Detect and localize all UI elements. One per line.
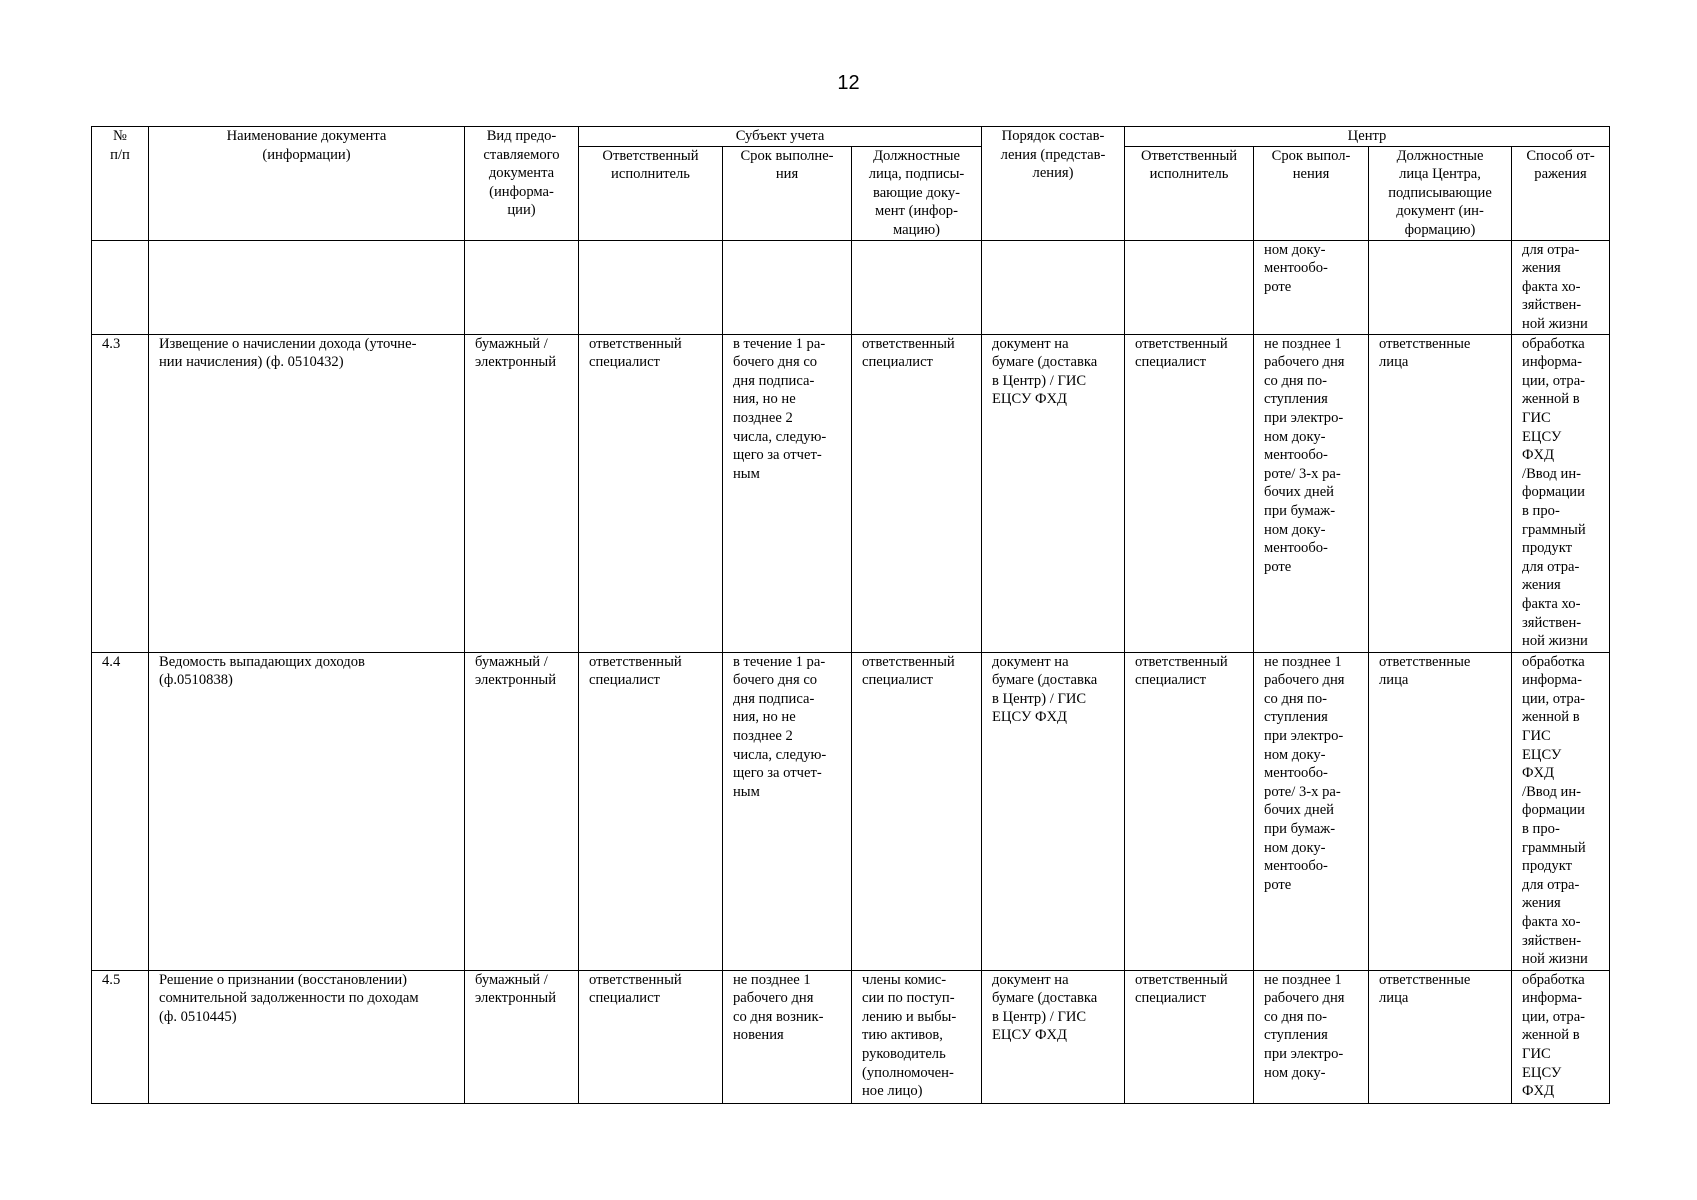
text-line: ответственный: [1135, 971, 1228, 988]
cell-type: [465, 334, 579, 652]
text-line: специалист: [589, 354, 660, 371]
text-line: щего за отчет-: [733, 765, 822, 782]
text-line: (информации): [262, 146, 351, 163]
cell-center-executor: [1125, 334, 1254, 652]
text-line: бочих дней: [1264, 484, 1334, 501]
cell-order: [982, 652, 1125, 970]
text-line: зяйствен-: [1522, 614, 1582, 631]
cell-order: [982, 334, 1125, 652]
cell-center-executor: [1125, 970, 1254, 1103]
text-line: ЕЦСУ ФХД: [992, 709, 1068, 726]
text-line: п/п: [110, 146, 130, 163]
text-line: при бумаж-: [1264, 502, 1336, 519]
text-line: ментообо-: [1264, 447, 1328, 464]
text-line: электронный: [475, 672, 557, 689]
text-line: не позднее 1: [1264, 653, 1342, 670]
text-line: граммный: [1522, 839, 1586, 856]
cell-subject-executor: [579, 970, 723, 1103]
text-line: роте/ 3-х ра-: [1264, 465, 1341, 482]
text-line: ЕЦСУ ФХД: [992, 391, 1068, 408]
text-line: исполнитель: [611, 166, 690, 183]
text-line: ментообо-: [1264, 765, 1328, 782]
text-line: обработка: [1522, 653, 1585, 670]
header-order: [982, 127, 1125, 241]
text-line: формации: [1522, 484, 1585, 501]
cell-subject-executor: [579, 334, 723, 652]
text-line: ответственный: [589, 653, 682, 670]
text-line: ГИС: [1522, 1045, 1551, 1062]
text-line: граммный: [1522, 521, 1586, 538]
text-line: лица Центра,: [1399, 166, 1481, 183]
text-line: в Центр) / ГИС: [992, 690, 1087, 707]
text-line: ции): [507, 202, 536, 219]
text-line: электронный: [475, 354, 557, 371]
text-line: ступления: [1264, 1027, 1328, 1044]
text-line: числа, следую-: [733, 428, 827, 445]
text-line: ответственные: [1379, 971, 1471, 988]
text-line: жения: [1522, 260, 1561, 277]
cell-subject-executor: [579, 652, 723, 970]
text-line: ном доку-: [1264, 1064, 1326, 1081]
text-line: ответственный: [589, 335, 682, 352]
text-line: ментообо-: [1264, 540, 1328, 557]
text-line: в Центр) / ГИС: [992, 372, 1087, 389]
text-line: ном доку-: [1264, 241, 1326, 258]
text-line: бумаге (доставка: [992, 990, 1098, 1007]
cell-num: 4.4: [92, 652, 149, 970]
text-line: в течение 1 ра-: [733, 653, 826, 670]
cell-type: [465, 970, 579, 1103]
text-line: щего за отчет-: [733, 447, 822, 464]
text-line: факта хо-: [1522, 595, 1581, 612]
text-line: документа: [488, 165, 555, 182]
cell-center-method: [1512, 334, 1610, 652]
header-subject-executor: [579, 146, 723, 240]
text-line: №: [113, 128, 127, 144]
text-line: ЕЦСУ ФХД: [992, 1027, 1068, 1044]
cell-num: 4.3: [92, 334, 149, 652]
text-line: жения: [1522, 895, 1561, 912]
text-line: ступления: [1264, 709, 1328, 726]
cell-center-method: [1512, 240, 1610, 334]
page-number: 12: [837, 72, 860, 94]
text-line: Срок выполне-: [740, 147, 834, 164]
text-line: позднее 2: [733, 727, 793, 744]
text-line: ГИС: [1522, 409, 1551, 426]
text-line: ответственный: [862, 653, 955, 670]
text-line: при электро-: [1264, 727, 1344, 744]
text-line: ном доку-: [1264, 428, 1326, 445]
text-line: не позднее 1: [1264, 335, 1342, 352]
text-line: Должностные: [873, 147, 960, 164]
text-line: Извещение о начислении дохода (уточне-: [159, 335, 417, 352]
text-line: ражения: [1534, 166, 1587, 183]
text-line: ления (представ-: [1000, 146, 1106, 163]
header-subject-signers: [852, 146, 982, 240]
table-row-continuation: [92, 240, 1610, 334]
text-line: женной в: [1522, 391, 1580, 408]
text-line: рабочего дня: [1264, 672, 1345, 689]
table-row: [92, 652, 1610, 970]
text-line: роте/ 3-х ра-: [1264, 783, 1341, 800]
text-line: жения: [1522, 577, 1561, 594]
text-line: бумажный /: [475, 335, 548, 352]
text-line: рабочего дня: [1264, 990, 1345, 1007]
cell-center-signers: [1369, 652, 1512, 970]
text-line: в Центр) / ГИС: [992, 1008, 1087, 1025]
cell-center-executor: [1125, 652, 1254, 970]
text-line: Порядок состав-: [1001, 128, 1105, 144]
text-line: вающие доку-: [873, 184, 961, 201]
text-line: ответственный: [589, 971, 682, 988]
cell-subject-signers: [852, 652, 982, 970]
text-line: обработка: [1522, 971, 1585, 988]
text-line: числа, следую-: [733, 746, 827, 763]
text-line: роте: [1264, 278, 1292, 295]
text-line: ЕЦСУ: [1522, 1064, 1562, 1081]
text-line: ным: [733, 465, 760, 482]
text-line: ной жизни: [1522, 951, 1588, 968]
cell-type: [465, 652, 579, 970]
text-line: в про-: [1522, 502, 1560, 519]
text-line: ния, но не: [733, 391, 796, 408]
text-line: электронный: [475, 990, 557, 1007]
text-line: мацию): [893, 221, 940, 238]
text-line: формации: [1522, 802, 1585, 819]
text-line: рабочего дня: [733, 990, 814, 1007]
text-line: Способ от-: [1526, 147, 1595, 164]
cell-subject-term: [723, 334, 852, 652]
text-line: обработка: [1522, 335, 1585, 352]
cell-center-method: [1512, 970, 1610, 1103]
cell-center-term: [1254, 240, 1369, 334]
text-line: зяйствен-: [1522, 297, 1582, 314]
text-line: (ф. 0510445): [159, 1008, 237, 1025]
text-line: ном доку-: [1264, 746, 1326, 763]
header-center-executor: [1125, 146, 1254, 240]
text-line: ции, отра-: [1522, 1008, 1586, 1025]
text-line: Должностные: [1396, 147, 1484, 164]
text-line: ления): [1032, 165, 1074, 182]
header-center-method: [1512, 146, 1610, 240]
cell-order: [982, 970, 1125, 1103]
text-line: дня подписа-: [733, 372, 815, 389]
text-line: ции, отра-: [1522, 690, 1586, 707]
text-line: документ на: [992, 653, 1069, 670]
header-type: [465, 127, 579, 241]
cell-center-method: [1512, 652, 1610, 970]
text-line: подписывающие: [1388, 184, 1492, 201]
text-line: сии по поступ-: [862, 990, 955, 1007]
text-line: дня подписа-: [733, 690, 815, 707]
text-line: бумажный /: [475, 971, 548, 988]
text-line: специалист: [1135, 354, 1206, 371]
text-line: бочего дня со: [733, 672, 818, 689]
cell-subject-signers: [852, 334, 982, 652]
text-line: ным: [733, 783, 760, 800]
text-line: ния, но не: [733, 709, 796, 726]
text-line: ответственный: [1135, 653, 1228, 670]
text-line: бумаге (доставка: [992, 354, 1098, 371]
text-line: ФХД: [1522, 765, 1555, 782]
header-num: [92, 127, 149, 241]
text-line: роте: [1264, 558, 1292, 575]
cell-name: [149, 334, 465, 652]
text-line: факта хо-: [1522, 913, 1581, 930]
text-line: при бумаж-: [1264, 820, 1336, 837]
text-line: документ на: [992, 335, 1069, 352]
text-line: специалист: [862, 354, 933, 371]
text-line: продукт: [1522, 540, 1572, 557]
cell-name: [149, 652, 465, 970]
text-line: бумаге (доставка: [992, 672, 1098, 689]
text-line: специалист: [862, 672, 933, 689]
text-line: ментообо-: [1264, 858, 1328, 875]
text-line: для отра-: [1522, 876, 1580, 893]
cell-center-term: [1254, 970, 1369, 1103]
text-line: информа-: [1522, 354, 1582, 371]
text-line: продукт: [1522, 858, 1572, 875]
text-line: со дня по-: [1264, 690, 1328, 707]
text-line: тию активов,: [862, 1027, 943, 1044]
text-line: (ф.0510838): [159, 672, 233, 689]
text-line: роте: [1264, 876, 1292, 893]
text-line: (уполномочен-: [862, 1064, 954, 1081]
cell-num: 4.5: [92, 970, 149, 1103]
text-line: информа-: [1522, 990, 1582, 1007]
cell-subject-signers: [852, 970, 982, 1103]
table-row: [92, 970, 1610, 1103]
text-line: ответственные: [1379, 653, 1471, 670]
text-line: ФХД: [1522, 1083, 1555, 1100]
text-line: зяйствен-: [1522, 932, 1582, 949]
header-group-center: Центр: [1125, 127, 1610, 147]
header-name: [149, 127, 465, 241]
text-line: ментообо-: [1264, 260, 1328, 277]
text-line: лица, подписы-: [868, 166, 965, 183]
text-line: специалист: [1135, 672, 1206, 689]
document-table: [91, 126, 1610, 1104]
cell-subject-term: [723, 970, 852, 1103]
text-line: ния: [775, 166, 799, 183]
text-line: лица: [1379, 990, 1409, 1007]
text-line: Ответственный: [1140, 147, 1238, 164]
text-line: ответственные: [1379, 335, 1471, 352]
text-line: специалист: [1135, 990, 1206, 1007]
text-line: факта хо-: [1522, 278, 1581, 295]
text-line: не позднее 1: [733, 971, 811, 988]
text-line: со дня по-: [1264, 1008, 1328, 1025]
text-line: в течение 1 ра-: [733, 335, 826, 352]
cell-subject-term: [723, 652, 852, 970]
text-line: /Ввод ин-: [1522, 783, 1582, 800]
text-line: Срок выпол-: [1271, 147, 1351, 164]
header-group-subject: Субъект учета: [579, 127, 982, 147]
text-line: ступления: [1264, 391, 1328, 408]
text-line: ГИС: [1522, 727, 1551, 744]
cell-center-term: [1254, 652, 1369, 970]
text-line: документ на: [992, 971, 1069, 988]
text-line: нии начисления) (ф. 0510432): [159, 354, 344, 371]
text-line: не позднее 1: [1264, 971, 1342, 988]
text-line: ФХД: [1522, 447, 1555, 464]
text-line: /Ввод ин-: [1522, 465, 1582, 482]
text-line: бочего дня со: [733, 354, 818, 371]
text-line: женной в: [1522, 1027, 1580, 1044]
cell-center-term: [1254, 334, 1369, 652]
header-center-signers: [1369, 146, 1512, 240]
text-line: члены комис-: [862, 971, 947, 988]
text-line: женной в: [1522, 709, 1580, 726]
text-line: ной жизни: [1522, 633, 1588, 650]
text-line: лица: [1379, 672, 1409, 689]
text-line: Решение о признании (восстановлении): [159, 971, 408, 988]
text-line: формацию): [1404, 221, 1476, 238]
text-line: ЕЦСУ: [1522, 746, 1562, 763]
text-line: лица: [1379, 354, 1409, 371]
text-line: Ведомость выпадающих доходов: [159, 653, 365, 670]
text-line: ставляемого: [483, 146, 560, 163]
text-line: документ (ин-: [1396, 203, 1484, 220]
text-line: в про-: [1522, 820, 1560, 837]
text-line: ное лицо): [862, 1083, 923, 1100]
text-line: Ответственный: [602, 147, 699, 164]
cell-name: [149, 970, 465, 1103]
text-line: специалист: [589, 990, 660, 1007]
text-line: при электро-: [1264, 409, 1344, 426]
text-line: новения: [733, 1027, 784, 1044]
text-line: исполнитель: [1149, 166, 1229, 183]
text-line: сомнительной задолженности по доходам: [159, 990, 419, 1007]
text-line: руководитель: [862, 1045, 946, 1062]
text-line: позднее 2: [733, 409, 793, 426]
text-line: для отра-: [1522, 241, 1580, 258]
text-line: ном доку-: [1264, 521, 1326, 538]
cell-center-signers: [1369, 334, 1512, 652]
text-line: бочих дней: [1264, 802, 1334, 819]
text-line: ции, отра-: [1522, 372, 1586, 389]
text-line: при электро-: [1264, 1045, 1344, 1062]
text-line: Вид предо-: [486, 128, 557, 144]
header-center-term: [1254, 146, 1369, 240]
text-line: специалист: [589, 672, 660, 689]
text-line: ответственный: [1135, 335, 1228, 352]
text-line: бумажный /: [475, 653, 548, 670]
table-row: [92, 334, 1610, 652]
text-line: со дня по-: [1264, 372, 1328, 389]
text-line: рабочего дня: [1264, 354, 1345, 371]
text-line: ной жизни: [1522, 315, 1588, 332]
text-line: ответственный: [862, 335, 955, 352]
text-line: (информа-: [489, 183, 554, 200]
text-line: мент (инфор-: [875, 203, 958, 220]
text-line: лению и выбы-: [862, 1008, 957, 1025]
header-subject-term: [723, 146, 852, 240]
text-line: Наименование документа: [226, 128, 387, 144]
text-line: для отра-: [1522, 558, 1580, 575]
text-line: информа-: [1522, 672, 1582, 689]
text-line: ЕЦСУ: [1522, 428, 1562, 445]
text-line: нения: [1292, 166, 1330, 183]
cell-center-signers: [1369, 970, 1512, 1103]
text-line: со дня возник-: [733, 1008, 824, 1025]
text-line: ном доку-: [1264, 839, 1326, 856]
